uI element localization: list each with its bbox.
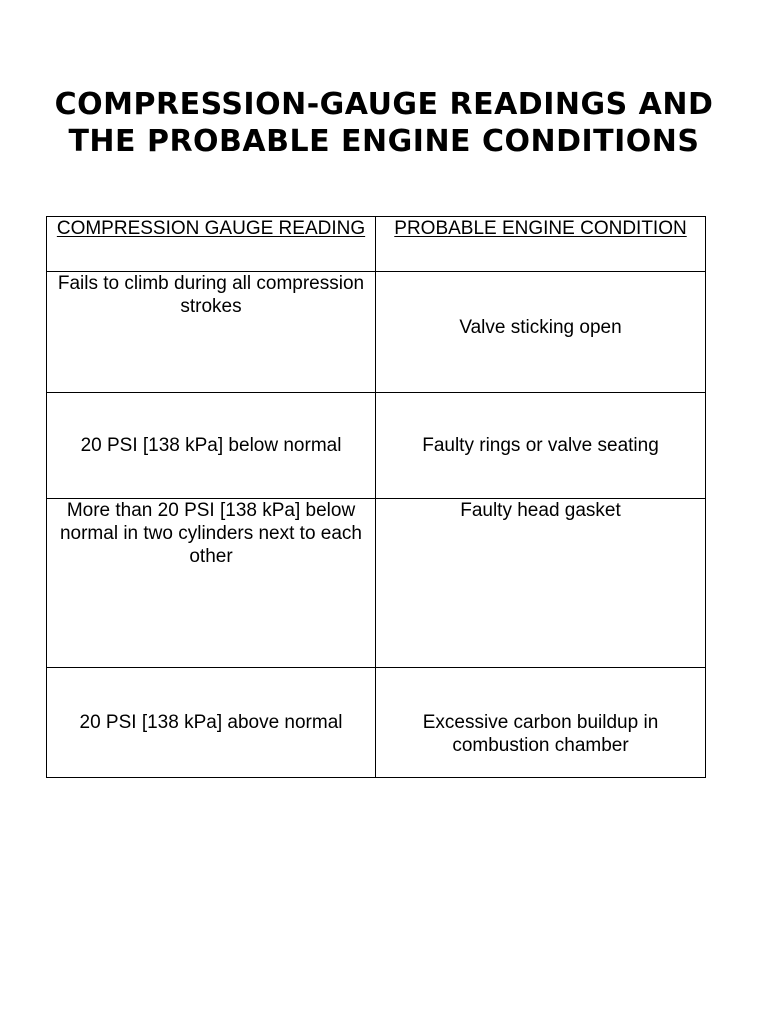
header-probable-engine-condition: PROBABLE ENGINE CONDITION	[376, 217, 706, 272]
header-compression-gauge-reading: COMPRESSION GAUGE READING	[47, 217, 376, 272]
reading-cell: 20 PSI [138 kPa] below normal	[47, 393, 376, 499]
table-row	[47, 272, 706, 393]
condition-cell: Excessive carbon buildup in combustion chamber	[376, 668, 706, 778]
reading-cell: More than 20 PSI [138 kPa] below normal in two cylinders next to each other	[47, 499, 376, 668]
reading-cell: 20 PSI [138 kPa] above normal	[47, 668, 376, 778]
reading-cell: Fails to climb during all compression strokes	[47, 272, 376, 393]
condition-cell: Faulty rings or valve seating	[376, 393, 706, 499]
table-row	[47, 668, 706, 778]
table-row	[47, 499, 706, 668]
page-title: COMPRESSION-GAUGE READINGS AND THE PROBABLE ENGINE CONDITIONS	[54, 87, 714, 159]
compression-readings-table	[46, 216, 706, 778]
table-header-row	[47, 217, 706, 272]
condition-cell: Valve sticking open	[376, 272, 706, 393]
condition-cell: Faulty head gasket	[376, 499, 706, 668]
table-row	[47, 393, 706, 499]
